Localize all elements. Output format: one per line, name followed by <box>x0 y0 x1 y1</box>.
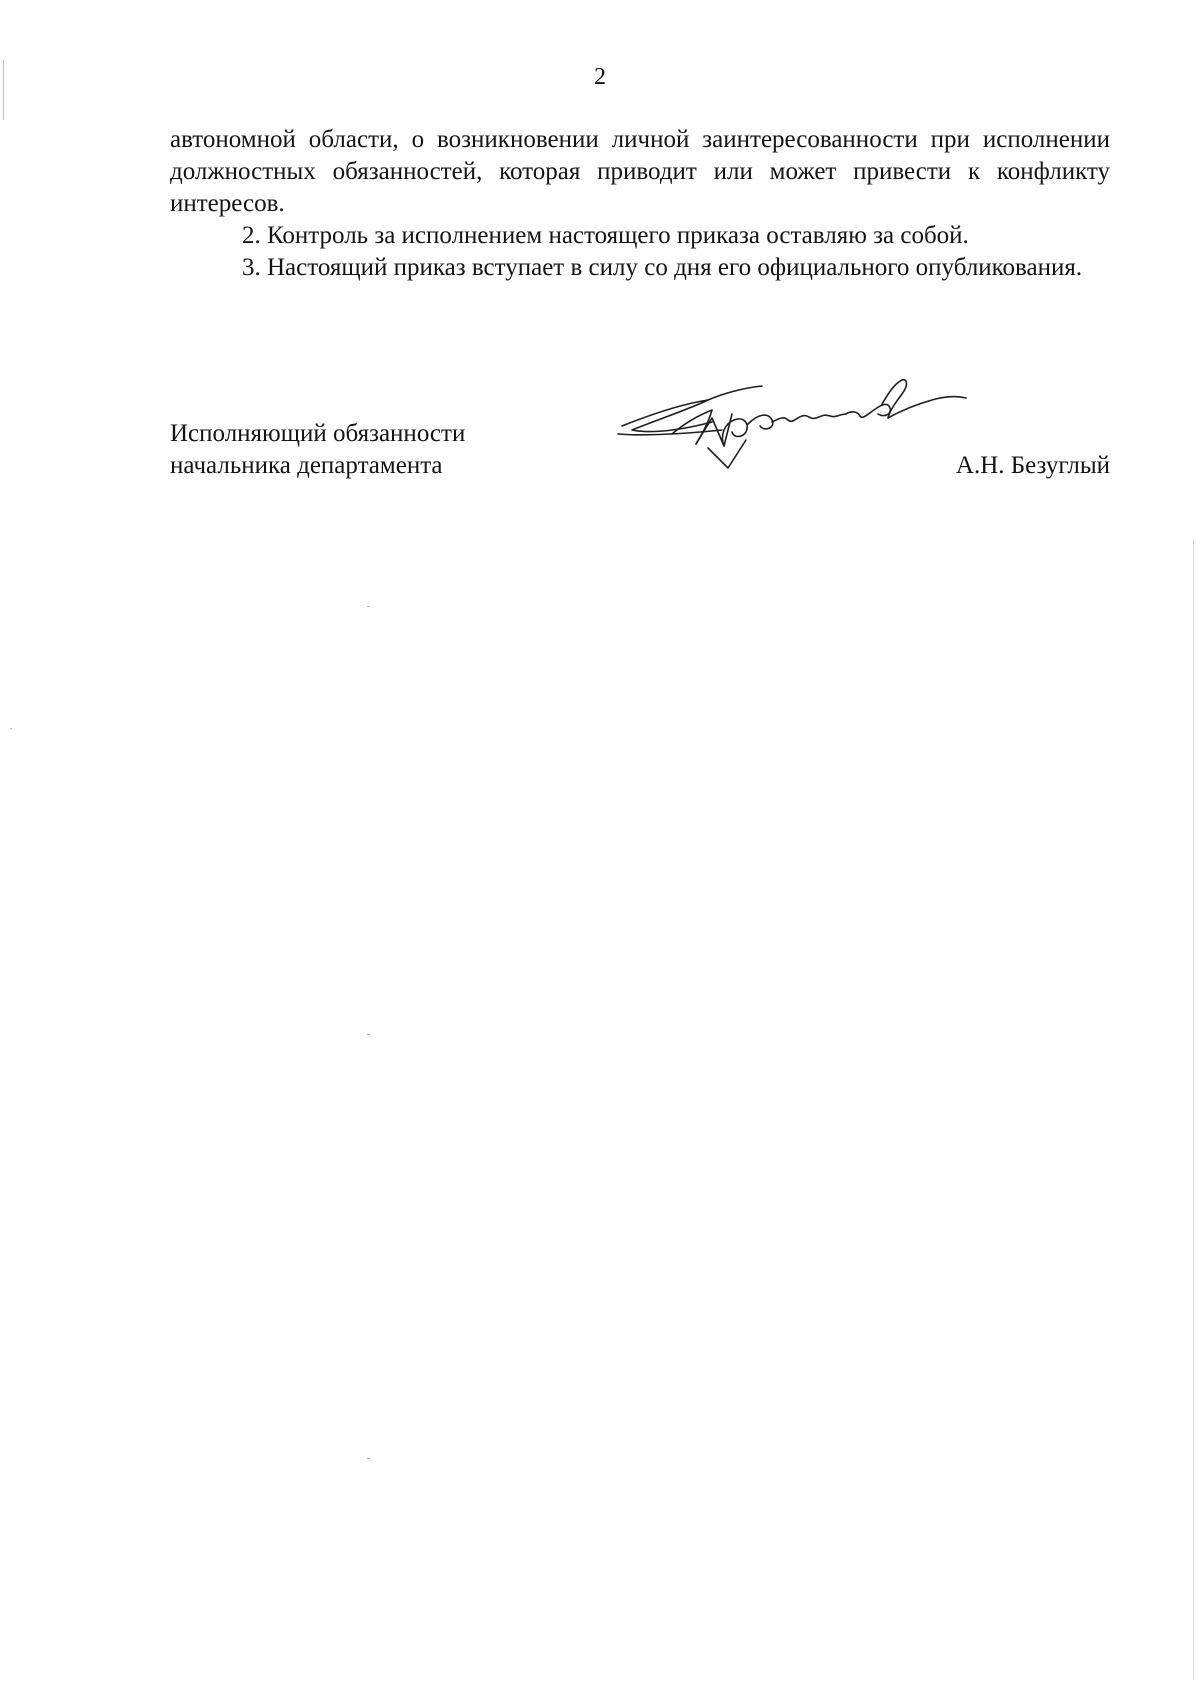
signer-position <box>170 418 465 482</box>
scan-artifact-dot <box>367 1458 370 1459</box>
signer-position-line-1: Исполняющий обязанности <box>170 420 466 447</box>
page-number: 2 <box>594 64 606 90</box>
signer-position-line-2: начальника департамента <box>170 452 443 479</box>
scan-artifact-dot <box>10 728 12 729</box>
scan-artifact-right-edge <box>1193 540 1194 1680</box>
signer-name: А.Н. Безуглый <box>955 452 1110 479</box>
document-body <box>170 124 1110 284</box>
paragraph-continuation: автономной области, о возникновении личной заинтересованности при исполнении должностных обязанностей, которая приводит или может привести к конфликту интересов. <box>170 126 1110 217</box>
scan-artifact-left-edge <box>3 60 4 120</box>
paragraph-item-3: 3. Настоящий приказ вступает в силу со дня его официального опубликования. <box>242 254 1083 281</box>
scan-artifact-dot <box>367 1034 370 1035</box>
scan-artifact-dot <box>367 606 370 607</box>
handwritten-signature <box>612 374 992 494</box>
paragraph-item-2: 2. Контроль за исполнением настоящего приказа оставляю за собой. <box>242 222 969 249</box>
